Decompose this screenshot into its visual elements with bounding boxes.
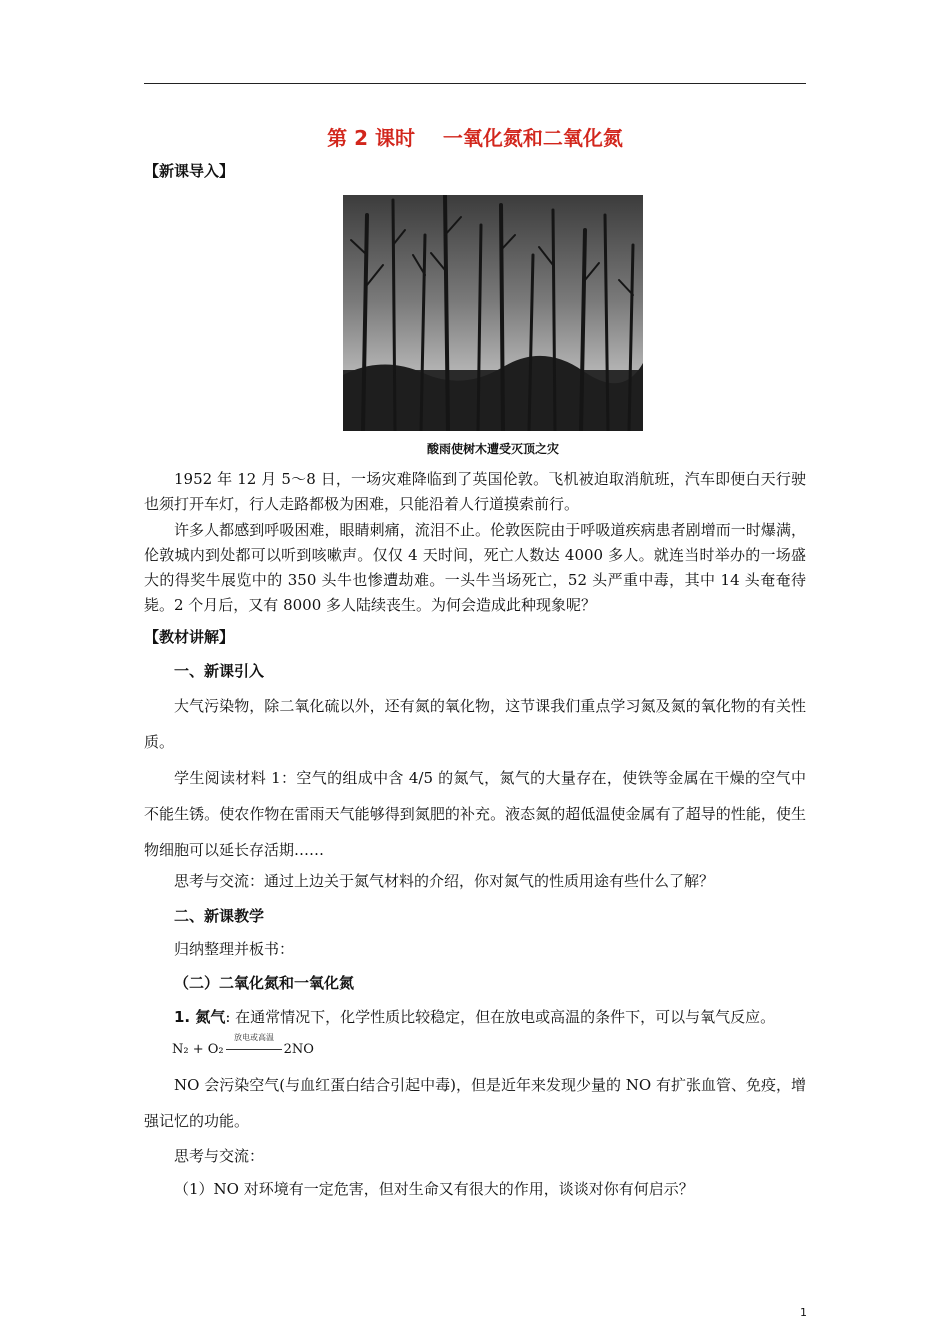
nitrogen-definition — [174, 1006, 775, 1027]
lecture-paragraph-pollutants: 大气污染物，除二氧化硫以外，还有氮的氧化物，这节课我们重点学习氮及氮的氧化物的有关性质。 — [144, 697, 806, 751]
page-number: 1 — [800, 1306, 807, 1319]
lecture-paragraph-reading-material: 学生阅读材料 1：空气的组成中含 4/5 的氮气，氮气的大量存在，使铁等金属在干燥的空气中不能生锈。使农作物在雷雨天气能够得到氮肥的补充。液态氮的超低温使金属有了超导的性能，使生物细胞可以延长存活期…… — [144, 769, 806, 859]
header-rule — [144, 83, 806, 84]
think-and-discuss-2: 思考与交流： — [174, 1147, 265, 1165]
nitrogen-label: 1. 氮气 — [174, 1008, 226, 1026]
subheading-new-lesson-teaching: 二、新课教学 — [174, 907, 265, 925]
subheading-no2-no: （二）二氧化氮和一氧化氮 — [174, 974, 355, 992]
question-1: （1）NO 对环境有一定危害，但对生命又有很大的作用，谈谈对你有何启示？ — [174, 1180, 694, 1198]
section-heading-lecture: 【教材讲解】 — [144, 628, 235, 646]
nitrogen-text: : 在通常情况下，化学性质比较稳定，但在放电或高温的条件下，可以与氧气反应。 — [225, 1008, 776, 1026]
reaction-equation — [172, 1033, 314, 1057]
equation-arrow — [226, 1049, 282, 1050]
photo-caption: 酸雨使树木遭受灭顶之灾 — [426, 442, 559, 456]
page-title: 第 2 课时 一氧化氮和二氧化氮 — [327, 126, 623, 150]
equation-products: 2NO — [283, 1042, 314, 1057]
think-and-discuss-1: 思考与交流：通过上边关于氮气材料的介绍，你对氮气的性质用途有些什么了解？ — [174, 872, 715, 890]
intro-paragraph-1: 1952 年 12 月 5～8 日，一场灾难降临到了英国伦敦。飞机被迫取消航班，汽车即便白天行驶也须打开车灯，行人走路都极为困难，只能沿着人行道摸索前行。 — [144, 470, 806, 513]
intro-paragraph-2: 许多人都感到呼吸困难，眼睛刺痛，流泪不止。伦敦医院由于呼吸道疾病患者剧增而一时爆满，伦敦城内到处都可以听到咳嗽声。仅仅 4 天时间，死亡人数达 4000 多人。就连当时举办的一场盛大的得奖牛展览中的 350 头牛也惨遭劫难。一头牛当场死亡，52 头严重中毒，其中 14 头奄奄待毙。2 个月后，又有 8000 多人陆续丧生。为何会造成此种现象呢？ — [144, 521, 806, 614]
equation-condition: 放电或高温 — [234, 1033, 274, 1042]
summary-line: 归纳整理并板书： — [174, 940, 295, 958]
subheading-new-lesson-intro: 一、新课引入 — [174, 662, 265, 680]
section-heading-intro: 【新课导入】 — [144, 162, 235, 180]
acid-rain-forest-photo — [343, 195, 643, 431]
no-effects-paragraph: NO 会污染空气(与血红蛋白结合引起中毒)，但是近年来发现少量的 NO 有扩张血管、免疫，增强记忆的功能。 — [144, 1076, 806, 1130]
equation-reactants: N₂ + O₂ — [172, 1042, 224, 1057]
